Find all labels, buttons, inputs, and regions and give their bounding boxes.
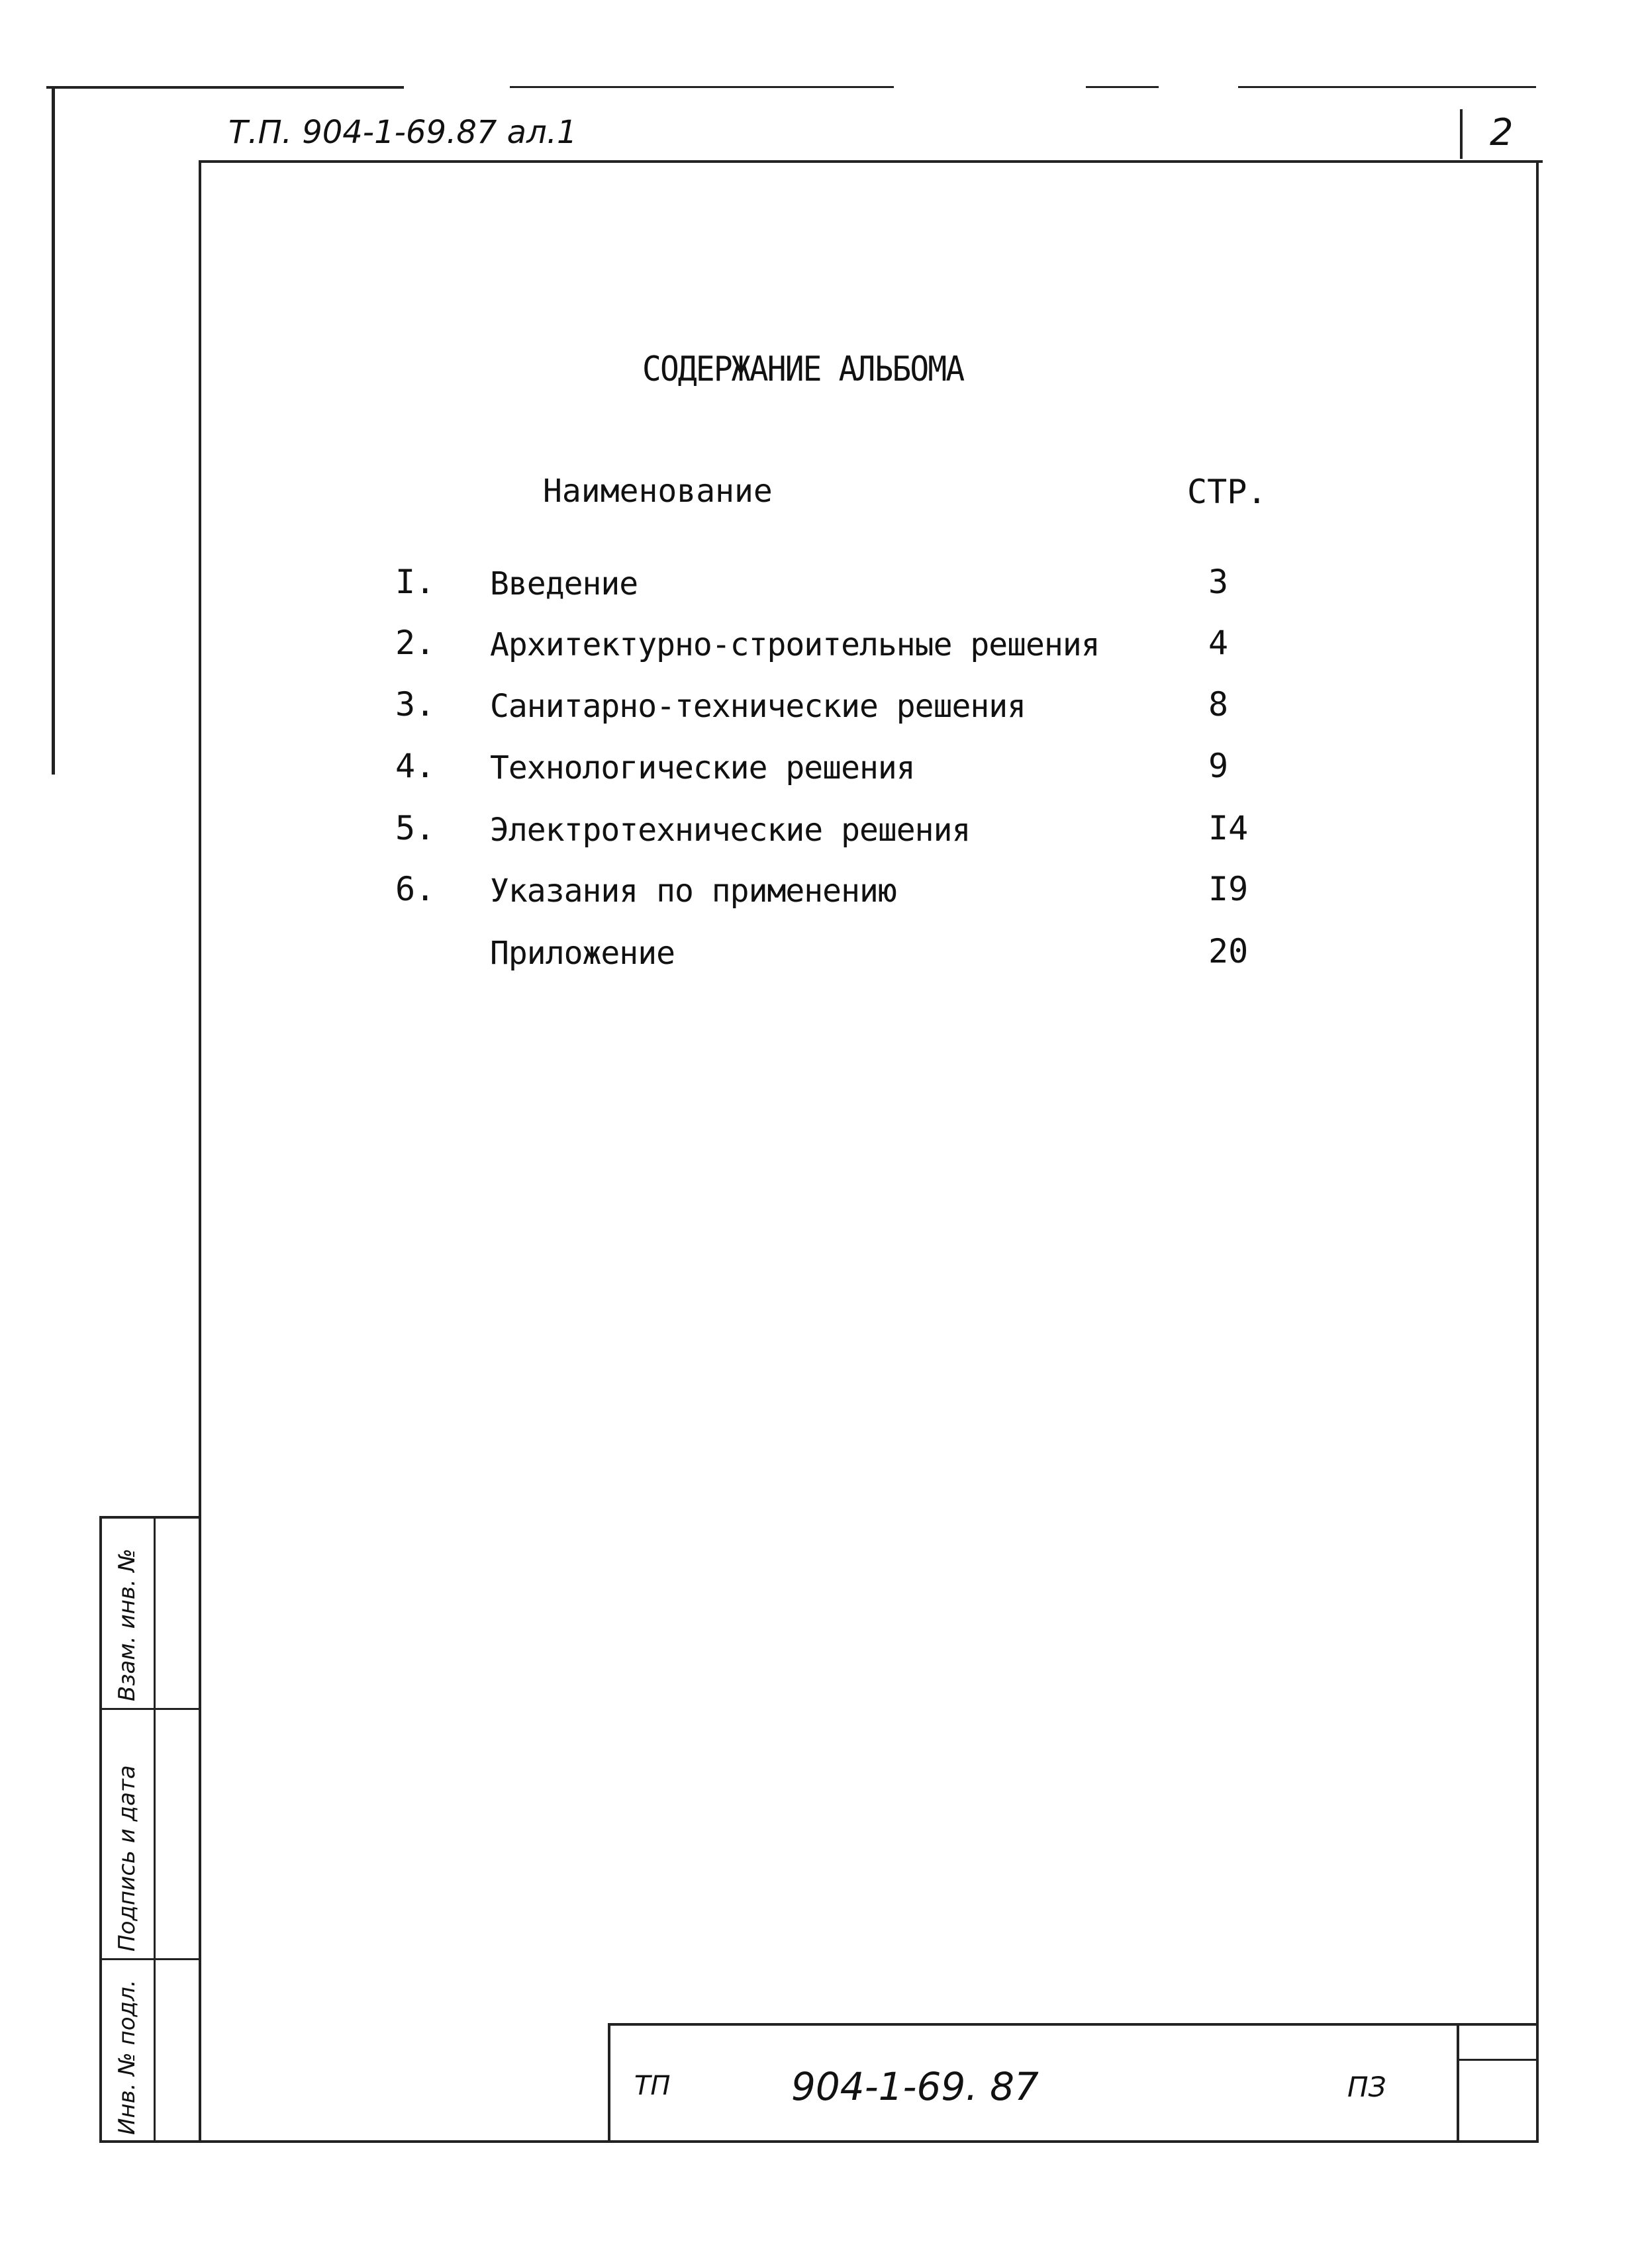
toc-number-6: 6.	[395, 870, 436, 908]
stamp-left-edge	[99, 1516, 102, 2143]
title-block-top	[608, 2023, 1539, 2026]
toc-title-7: Приложение	[490, 935, 675, 972]
page-number: 2	[1490, 111, 1514, 154]
toc-title-2: Архитектурно-строительные решения	[490, 626, 1100, 663]
stamp-replaced-inventory: Взам. инв. №	[114, 1548, 140, 1701]
title-block-prefix: ТП	[634, 2071, 671, 2101]
toc-title-6: Указания по применению	[490, 873, 896, 910]
toc-number-3: 3.	[395, 685, 436, 724]
toc-page-6: I9	[1208, 870, 1249, 908]
header-top-line-3	[1086, 86, 1159, 88]
left-binding-line	[52, 86, 55, 775]
toc-page-5: I4	[1208, 809, 1249, 847]
page-number-divider	[1460, 109, 1463, 159]
title-block-left	[608, 2023, 610, 2142]
stamp-divider	[154, 1516, 156, 2143]
stamp-signature-date: Подпись и дата	[114, 1765, 140, 1952]
frame-left	[199, 160, 201, 2143]
frame-bottom	[99, 2140, 1539, 2143]
toc-page-1: 3	[1208, 563, 1229, 601]
title-block-section: ПЗ	[1347, 2071, 1386, 2103]
header-doc-code: Т.П. 904-1-69.87 ал.1	[228, 114, 577, 151]
title-block-sheet-line	[1457, 2059, 1539, 2061]
frame-right	[1536, 160, 1539, 2143]
toc-number-1: I.	[395, 563, 436, 601]
title-block-code: 904-1-69. 87	[791, 2064, 1039, 2109]
toc-title-3: Санитарно-технические решения	[490, 688, 1026, 725]
toc-title-1: Введение	[490, 565, 638, 602]
header-top-line-1	[46, 86, 404, 89]
toc-title-5: Электротехнические решения	[490, 812, 971, 849]
toc-number-5: 5.	[395, 809, 436, 847]
toc-page-2: 4	[1208, 624, 1229, 662]
toc-page-7: 20	[1208, 932, 1249, 970]
toc-number-4: 4.	[395, 747, 436, 785]
toc-page-4: 9	[1208, 747, 1229, 785]
toc-page-3: 8	[1208, 685, 1229, 724]
stamp-row-2	[99, 1958, 201, 1960]
stamp-top	[99, 1516, 201, 1519]
title-block-right-divider	[1457, 2023, 1459, 2142]
page-title: СОДЕРЖАНИЕ АЛЬБОМА	[642, 350, 964, 389]
header-top-line-2	[510, 86, 894, 88]
stamp-row-1	[99, 1708, 201, 1710]
header-top-line-4	[1238, 86, 1536, 88]
column-header-page: СТР.	[1187, 473, 1267, 511]
frame-top	[199, 160, 1543, 163]
toc-title-4: Технологические решения	[490, 749, 915, 786]
stamp-inventory-original: Инв. № подл.	[114, 1979, 140, 2135]
column-header-name: Наименование	[543, 473, 773, 510]
toc-number-2: 2.	[395, 624, 436, 662]
